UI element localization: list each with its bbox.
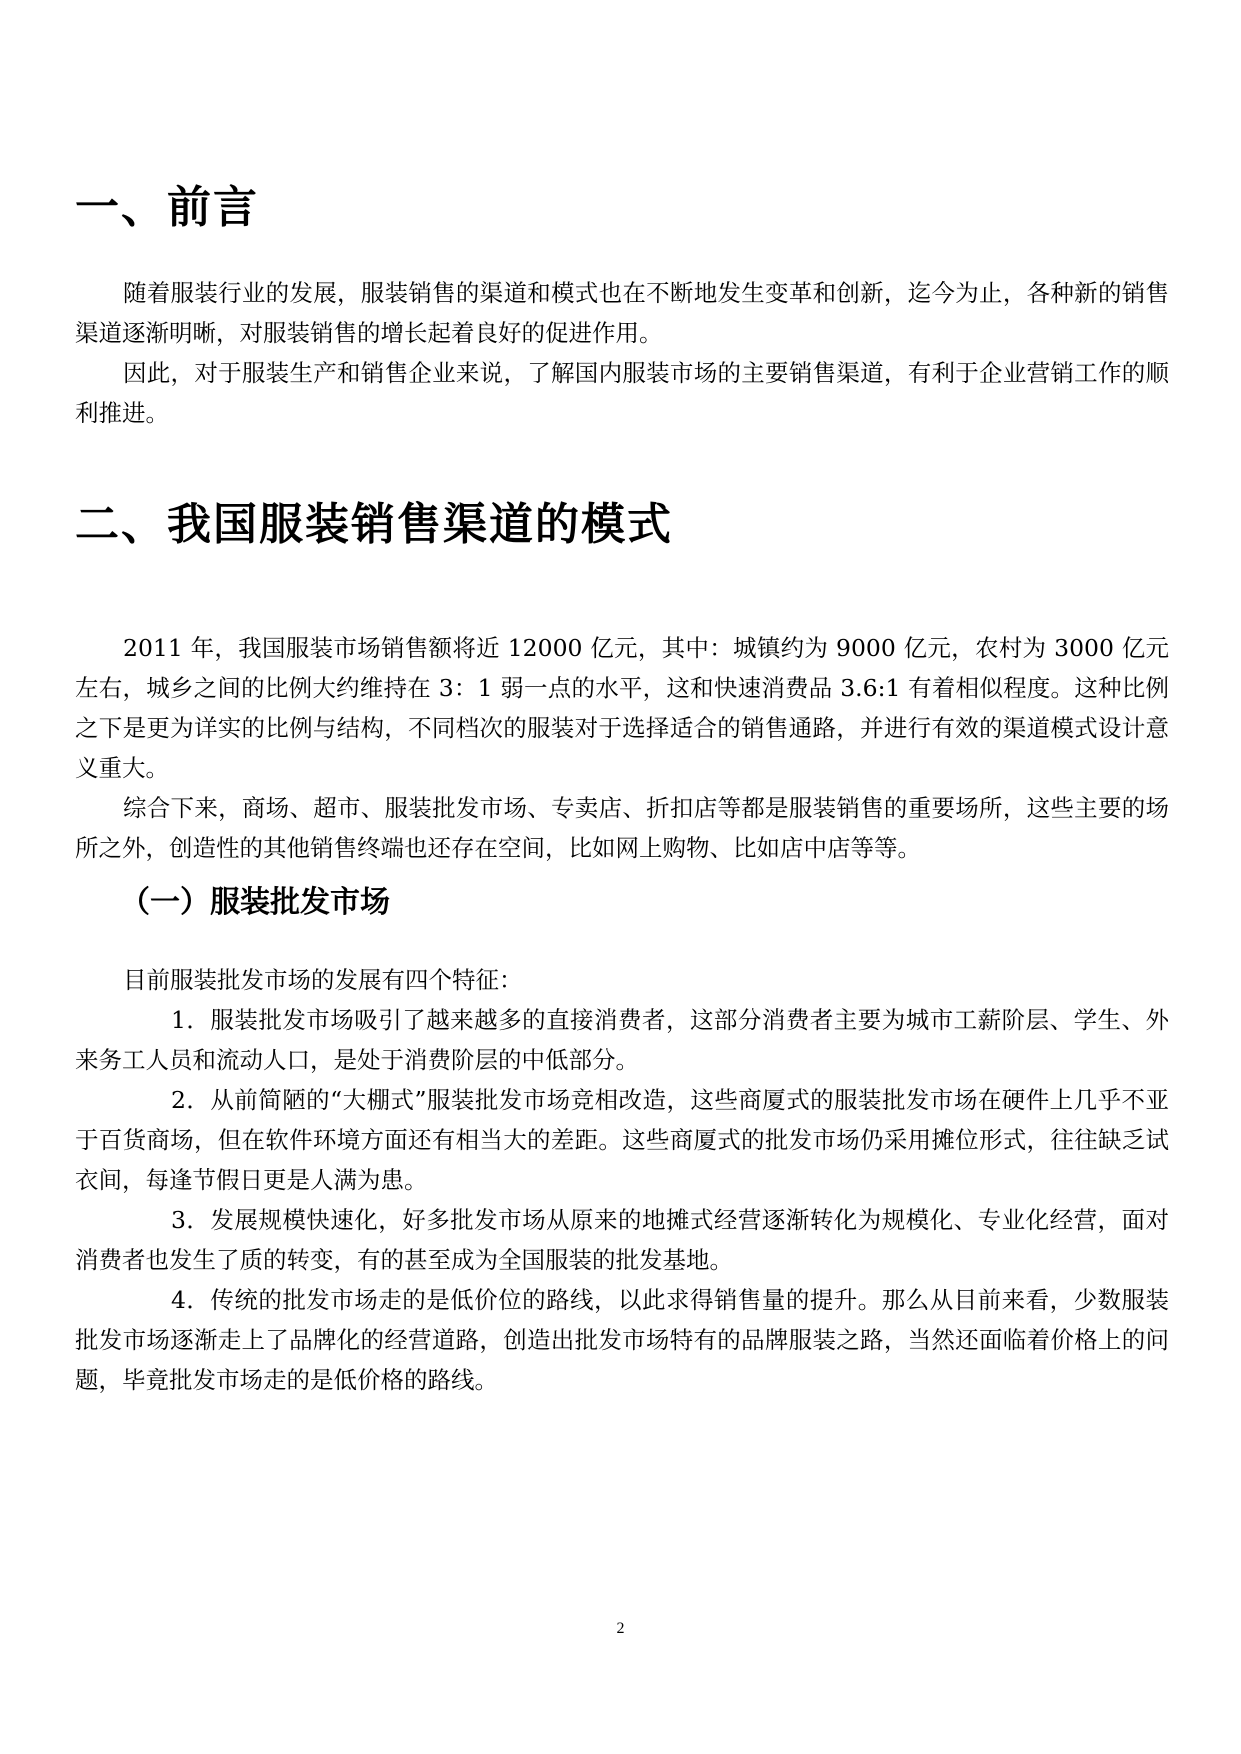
channels-paragraph-2: 综合下来，商场、超市、服装批发市场、专卖店、折扣店等都是服装销售的重要场所，这些主要的场所之外，创造性的其他销售终端也还存在空间，比如网上购物、比如店中店等等。 xyxy=(75,794,1169,862)
wholesale-item-2: 2．从前简陋的“大棚式”服装批发市场竞相改造，这些商厦式的服装批发市场在硬件上几乎不亚于百货商场，但在软件环境方面还有相当大的差距。这些商厦式的批发市场仍采用摊位形式，往往缺乏试衣间，每逢节假日更是人满为患。 xyxy=(75,1086,1169,1194)
wholesale-item-4: 4．传统的批发市场走的是低价位的路线，以此求得销售量的提升。那么从目前来看，少数服装批发市场逐渐走上了品牌化的经营道路，创造出批发市场特有的品牌服装之路，当然还面临着价格上的问题，毕竟批发市场走的是低价格的路线。 xyxy=(75,1286,1169,1394)
preface-paragraph-2: 因此，对于服装生产和销售企业来说，了解国内服装市场的主要销售渠道，有利于企业营销工作的顺利推进。 xyxy=(75,359,1169,427)
wholesale-item-3: 3．发展规模快速化，好多批发市场从原来的地摊式经营逐渐转化为规模化、专业化经营，面对消费者也发生了质的转变，有的甚至成为全国服装的批发基地。 xyxy=(75,1206,1169,1274)
channels-paragraph-1: 2011 年，我国服装市场销售额将近 12000 亿元，其中：城镇约为 9000 亿元，农村为 3000 亿元左右，城乡之间的比例大约维持在 3：1 弱一点的水平，这和快速消费品 3.6:1 有着相似程度。这种比例之下是更为详实的比例与结构，不同档次的服装对于选择适合的销售通路，并进行有效的渠道模式设计意义重大。 xyxy=(75,634,1169,782)
page-number: 2 xyxy=(616,1620,625,1637)
wholesale-item-1: 1．服装批发市场吸引了越来越多的直接消费者，这部分消费者主要为城市工薪阶层、学生、外来务工人员和流动人口，是处于消费阶层的中低部分。 xyxy=(75,1006,1169,1074)
preface-paragraph-1: 随着服装行业的发展，服装销售的渠道和模式也在不断地发生变革和创新，迄今为止，各种新的销售渠道逐渐明晰，对服装销售的增长起着良好的促进作用。 xyxy=(75,279,1169,347)
wholesale-intro: 目前服装批发市场的发展有四个特征： xyxy=(123,966,523,994)
section-heading-preface: 一、前言 xyxy=(75,182,259,233)
subsection-heading-wholesale: （一）服装批发市场 xyxy=(120,885,390,920)
section-heading-channels: 二、我国服装销售渠道的模式 xyxy=(75,499,673,550)
